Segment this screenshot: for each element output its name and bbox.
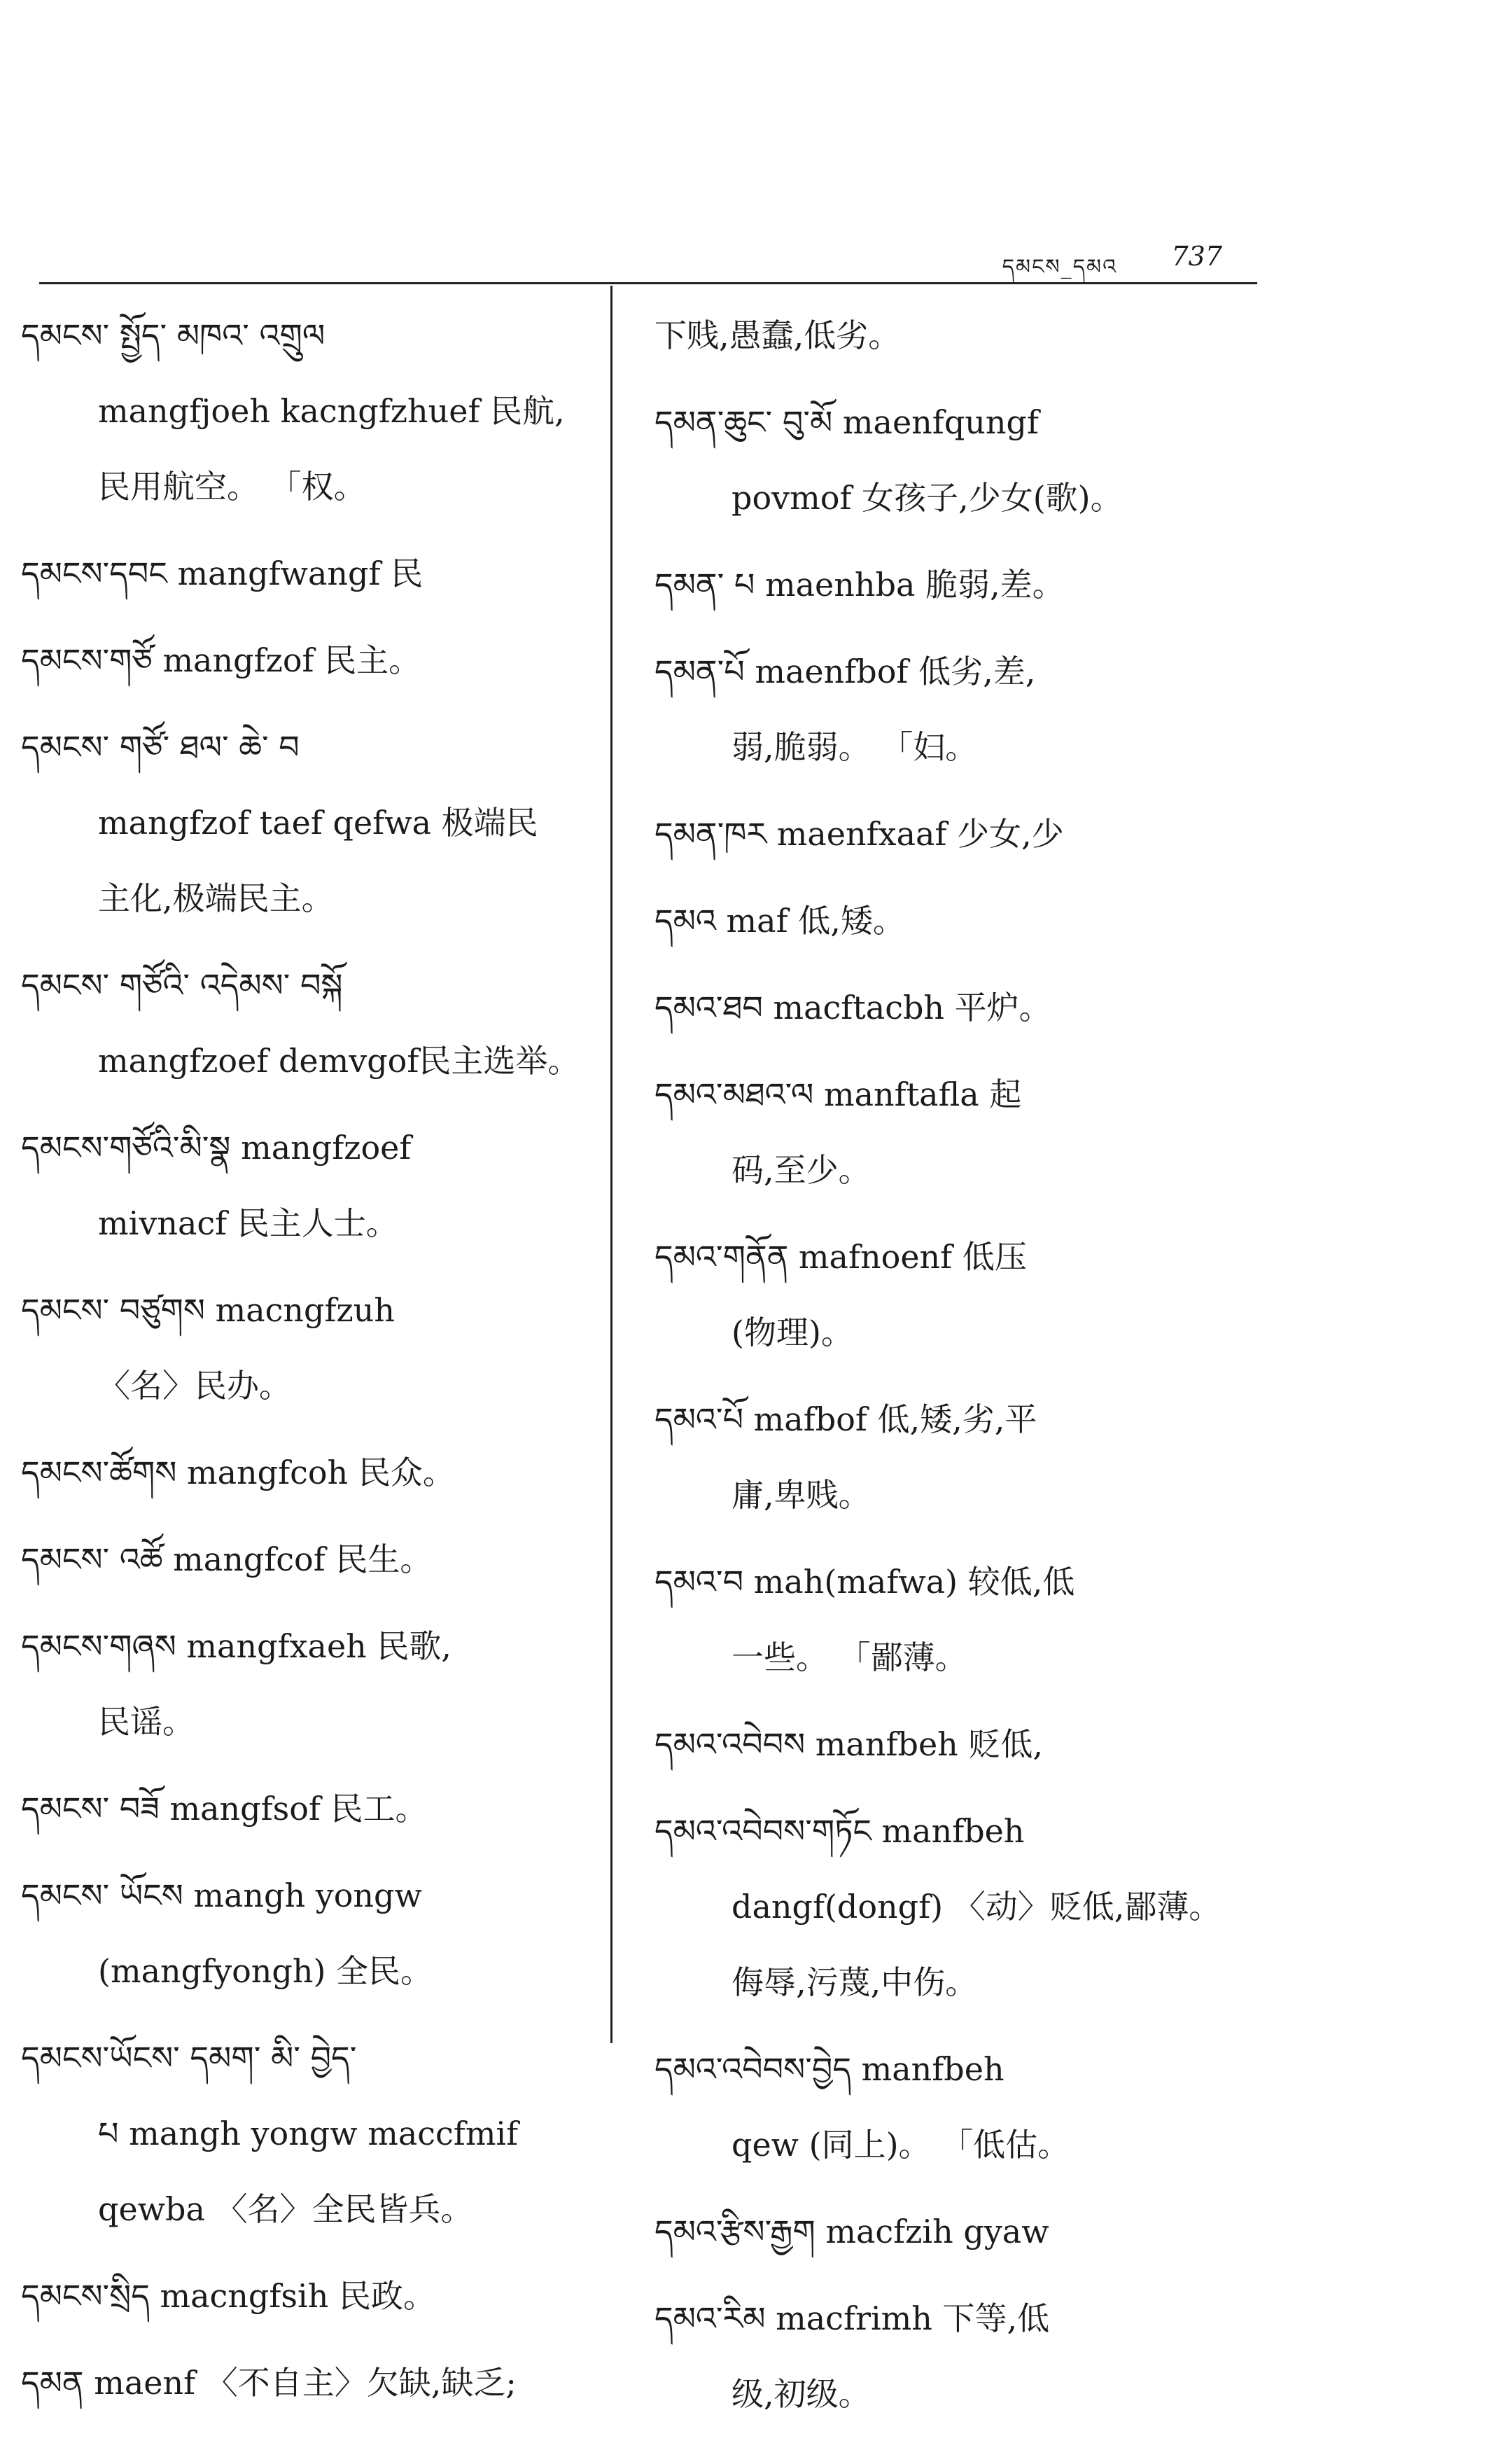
right-column — [654, 298, 1256, 2443]
entry-continuation: mangfzof taef qefwa 极端民 — [98, 804, 538, 842]
guide-words: དམངས_དམའ — [1002, 255, 1117, 279]
entry-headline: དམའ་རིམ macfrimh 下等,低 — [654, 2299, 1050, 2337]
entry-continuation: 主化,极端民主。 — [98, 879, 334, 917]
dictionary-entry — [654, 796, 1256, 872]
entry-headline: དམངས་ སྤྱོད་ མཁའ་ འགྲུལ — [21, 316, 326, 354]
entry-headline: དམངས་ གཙོ་ ཐལ་ ཆེ་ བ — [21, 728, 300, 766]
entry-headline: དམའ་རྩིས་རྒྱག macfzih gyaw — [654, 2213, 1049, 2250]
entry-headline: དམན་ པ maenhba 脆弱,差。 — [654, 566, 1065, 604]
dictionary-entry — [654, 1793, 1256, 2020]
entry-continuation: 级,初级。 — [732, 2375, 871, 2413]
entry-continuation: qew (同上)。 「低估。 — [732, 2126, 1070, 2164]
dictionary-entry — [654, 2031, 1256, 2183]
dictionary-entry — [21, 2020, 602, 2247]
entry-headline: 下贱,愚蠢,低劣。 — [654, 316, 901, 354]
entry-headline: དམའ maf 低,矮。 — [654, 902, 905, 940]
entry-headline: དམའ་གནོན mafnoenf 低压 — [654, 1238, 1027, 1276]
entry-headline: དམའ་ཐབ macftacbh 平炉。 — [654, 989, 1051, 1026]
running-header — [39, 231, 1257, 294]
entry-continuation: 弱,脆弱。 「妇。 — [732, 728, 978, 766]
dictionary-entry — [654, 2194, 1256, 2269]
entry-continuation: dangf(dongf) 〈动〉贬低,鄙薄。 — [732, 1888, 1222, 1926]
dictionary-entry — [21, 1608, 602, 1760]
entry-headline: དམངས་ བཙུགས macngfzuh — [21, 1291, 395, 1329]
left-column — [21, 298, 602, 2432]
dictionary-entry — [654, 1057, 1256, 1208]
entry-headline: དམངས་ཡོངས་ དམག་ མི་ བྱེད་ — [21, 2039, 357, 2077]
entry-headline: དམངས་གཙོ mangfzof 民主。 — [21, 641, 421, 679]
dictionary-entry — [21, 709, 602, 936]
column-divider — [610, 286, 612, 2043]
entry-continuation: 民用航空。 「权。 — [98, 468, 366, 506]
dictionary-entry — [654, 883, 1256, 959]
dictionary-entry — [21, 2345, 602, 2421]
dictionary-entry — [654, 1381, 1256, 1533]
dictionary-entry — [21, 622, 602, 698]
entry-continuation: 一些。 「鄙薄。 — [732, 1638, 967, 1676]
entry-continuation: 〈名〉民办。 — [98, 1367, 291, 1405]
entry-continuation: 庸,卑贱。 — [732, 1476, 871, 1514]
entry-headline: དམངས་ཚོགས mangfcoh 民众。 — [21, 1454, 455, 1491]
dictionary-entry — [654, 384, 1256, 536]
dictionary-entry — [654, 2281, 1256, 2432]
entry-continuation: པ mangh yongw maccfmif — [98, 2115, 519, 2152]
entry-continuation: 民谣。 — [98, 1703, 195, 1741]
entry-continuation: mangfjoeh kacngfzhuef 民航, — [98, 392, 565, 430]
entry-headline: དམན་ཆུང་ བུ་མོ maenfqungf — [654, 403, 1039, 441]
entry-headline: དམའ་འབེབས་གཏོང manfbeh — [654, 1812, 1025, 1850]
entry-headline: དམན་ཁར maenfxaaf 少女,少 — [654, 815, 1064, 853]
dictionary-entry — [654, 1544, 1256, 1695]
page-number: 737 — [1171, 241, 1222, 272]
entry-continuation: povmof 女孩子,少女(歌)。 — [732, 479, 1123, 517]
dictionary-entry — [654, 970, 1256, 1045]
entry-headline: དམངས་སྲིད macngfsih 民政。 — [21, 2277, 435, 2315]
dictionary-entry — [654, 1219, 1256, 1370]
entry-headline: དམའ་མཐའ་ལ manftafla 起 — [654, 1076, 1022, 1113]
entry-headline: དམངས་ གཙོའི་ འདེམས་ བསྐོ — [21, 966, 343, 1004]
dictionary-entry — [21, 1858, 602, 2009]
dictionary-entry — [654, 547, 1256, 622]
dictionary-entry — [21, 1522, 602, 1597]
dictionary-entry — [654, 634, 1256, 785]
entry-continuation: qewba 〈名〉全民皆兵。 — [98, 2190, 473, 2228]
entry-continuation: 码,至少。 — [732, 1151, 871, 1189]
entry-headline: དམངས་གཙོའི་མི་སྣ mangfzoef — [21, 1129, 412, 1167]
dictionary-entry — [21, 1435, 602, 1510]
entry-headline: དམའ་པོ mafbof 低,矮,劣,平 — [654, 1400, 1037, 1438]
entry-headline: དམའ་འབེབས manfbeh 贬低, — [654, 1725, 1044, 1763]
entry-continuation: mangfzoef demvgof民主选举。 — [98, 1042, 580, 1080]
dictionary-entry — [654, 1706, 1256, 1782]
entry-headline: དམའ་འབེབས་བྱེད manfbeh — [654, 2050, 1004, 2088]
entry-headline: དམངས་ ཡོངས mangh yongw — [21, 1877, 422, 1914]
entry-continuation: 侮辱,污蔑,中伤。 — [732, 1963, 978, 2001]
dictionary-entry — [21, 1110, 602, 1261]
dictionary-entry — [654, 298, 1256, 373]
dictionary-entry — [21, 947, 602, 1099]
dictionary-entry — [21, 2258, 602, 2334]
entry-headline: དམངས་ བཟོ mangfsof 民工。 — [21, 1790, 428, 1828]
dictionary-entry — [21, 536, 602, 611]
entry-headline: དམངས་གཞས mangfxaeh 民歌, — [21, 1627, 452, 1665]
entry-continuation: mivnacf 民主人士。 — [98, 1204, 398, 1242]
entry-headline: དམངས་ འཚོ mangfcof 民生。 — [21, 1540, 433, 1578]
entry-headline: དམའ་བ mah(mafwa) 较低,低 — [654, 1563, 1075, 1601]
dictionary-entry — [21, 1771, 602, 1846]
entry-continuation: (物理)。 — [732, 1314, 853, 1351]
dictionary-entry — [21, 1272, 602, 1424]
dictionary-entry — [21, 298, 602, 524]
header-rule — [39, 282, 1257, 284]
entry-headline: དམན་པོ maenfbof 低劣,差, — [654, 653, 1036, 690]
entry-headline: དམངས་དབང mangfwangf 民 — [21, 555, 424, 592]
entry-headline: དམན maenf 〈不自主〉欠缺,缺乏; — [21, 2364, 517, 2402]
entry-continuation: (mangfyongh) 全民。 — [98, 1952, 433, 1990]
